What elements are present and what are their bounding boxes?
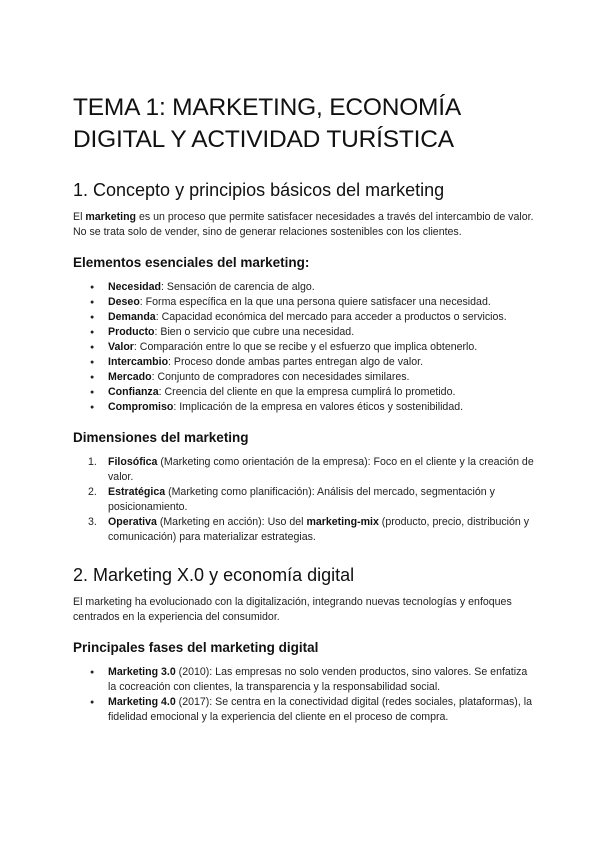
phases-list bbox=[73, 665, 535, 725]
section2-heading: 2. Marketing X.0 y economía digital bbox=[73, 565, 355, 585]
list-item: ● Intercambio: Proceso donde ambas partes entregan algo de valor. bbox=[73, 355, 535, 370]
list-item: 1. Filosófica (Marketing como orientación de la empresa): Foco en el cliente y la creación de valor. bbox=[88, 456, 534, 483]
list-item: ● Compromiso: Implicación de la empresa en valores éticos y sostenibilidad. bbox=[73, 400, 535, 415]
list-item: ● Deseo: Forma específica en la que una persona quiere satisfacer una necesidad. bbox=[73, 295, 535, 310]
list-item: 3. Operativa (Marketing en acción): Uso del marketing-mix (producto, precio, distribución y comunicación) para materializar estrategias. bbox=[88, 516, 530, 543]
list-item: ● Demanda: Capacidad económica del mercado para acceder a productos o servicios. bbox=[73, 310, 535, 325]
document-title: TEMA 1: MARKETING, ECONOMÍA DIGITAL Y ACTIVIDAD TURÍSTICA bbox=[73, 94, 460, 153]
dimensions-heading: Dimensiones del marketing bbox=[73, 430, 249, 445]
section1-intro: El marketing es un proceso que permite satisfacer necesidades a través del intercambio de valor. No se trata solo de vender, sino de generar relaciones sostenibles con los clientes. bbox=[73, 211, 534, 238]
phases-heading: Principales fases del marketing digital bbox=[73, 640, 319, 655]
list-item: ● Mercado: Conjunto de compradores con necesidades similares. bbox=[73, 370, 535, 385]
document-page bbox=[73, 92, 535, 725]
elements-list bbox=[73, 280, 535, 415]
list-item: ● Producto: Bien o servicio que cubre una necesidad. bbox=[73, 325, 535, 340]
list-item: ● Confianza: Creencia del cliente en que la empresa cumplirá lo prometido. bbox=[73, 385, 535, 400]
dimensions-list bbox=[73, 455, 535, 545]
list-item: 2. Estratégica (Marketing como planificación): Análisis del mercado, segmentación y posicionamiento. bbox=[88, 486, 495, 513]
list-item: ● Marketing 3.0 (2010): Las empresas no solo venden productos, sino valores. Se enfatiza la cocreación con clientes, la transparencia y la responsabilidad social. bbox=[73, 665, 535, 695]
section1-heading: 1. Concepto y principios básicos del marketing bbox=[73, 180, 445, 200]
elements-heading: Elementos esenciales del marketing: bbox=[73, 255, 310, 270]
list-item: ● Marketing 4.0 (2017): Se centra en la conectividad digital (redes sociales, plataformas), la fidelidad emocional y la experiencia del cliente en el proceso de compra. bbox=[73, 695, 535, 725]
list-item: ● Valor: Comparación entre lo que se recibe y el esfuerzo que implica obtenerlo. bbox=[73, 340, 535, 355]
section2-intro: El marketing ha evolucionado con la digitalización, integrando nuevas tecnologías y enfoques centrados en la experiencia del consumidor. bbox=[73, 596, 512, 623]
list-item: ● Necesidad: Sensación de carencia de algo. bbox=[73, 280, 535, 295]
